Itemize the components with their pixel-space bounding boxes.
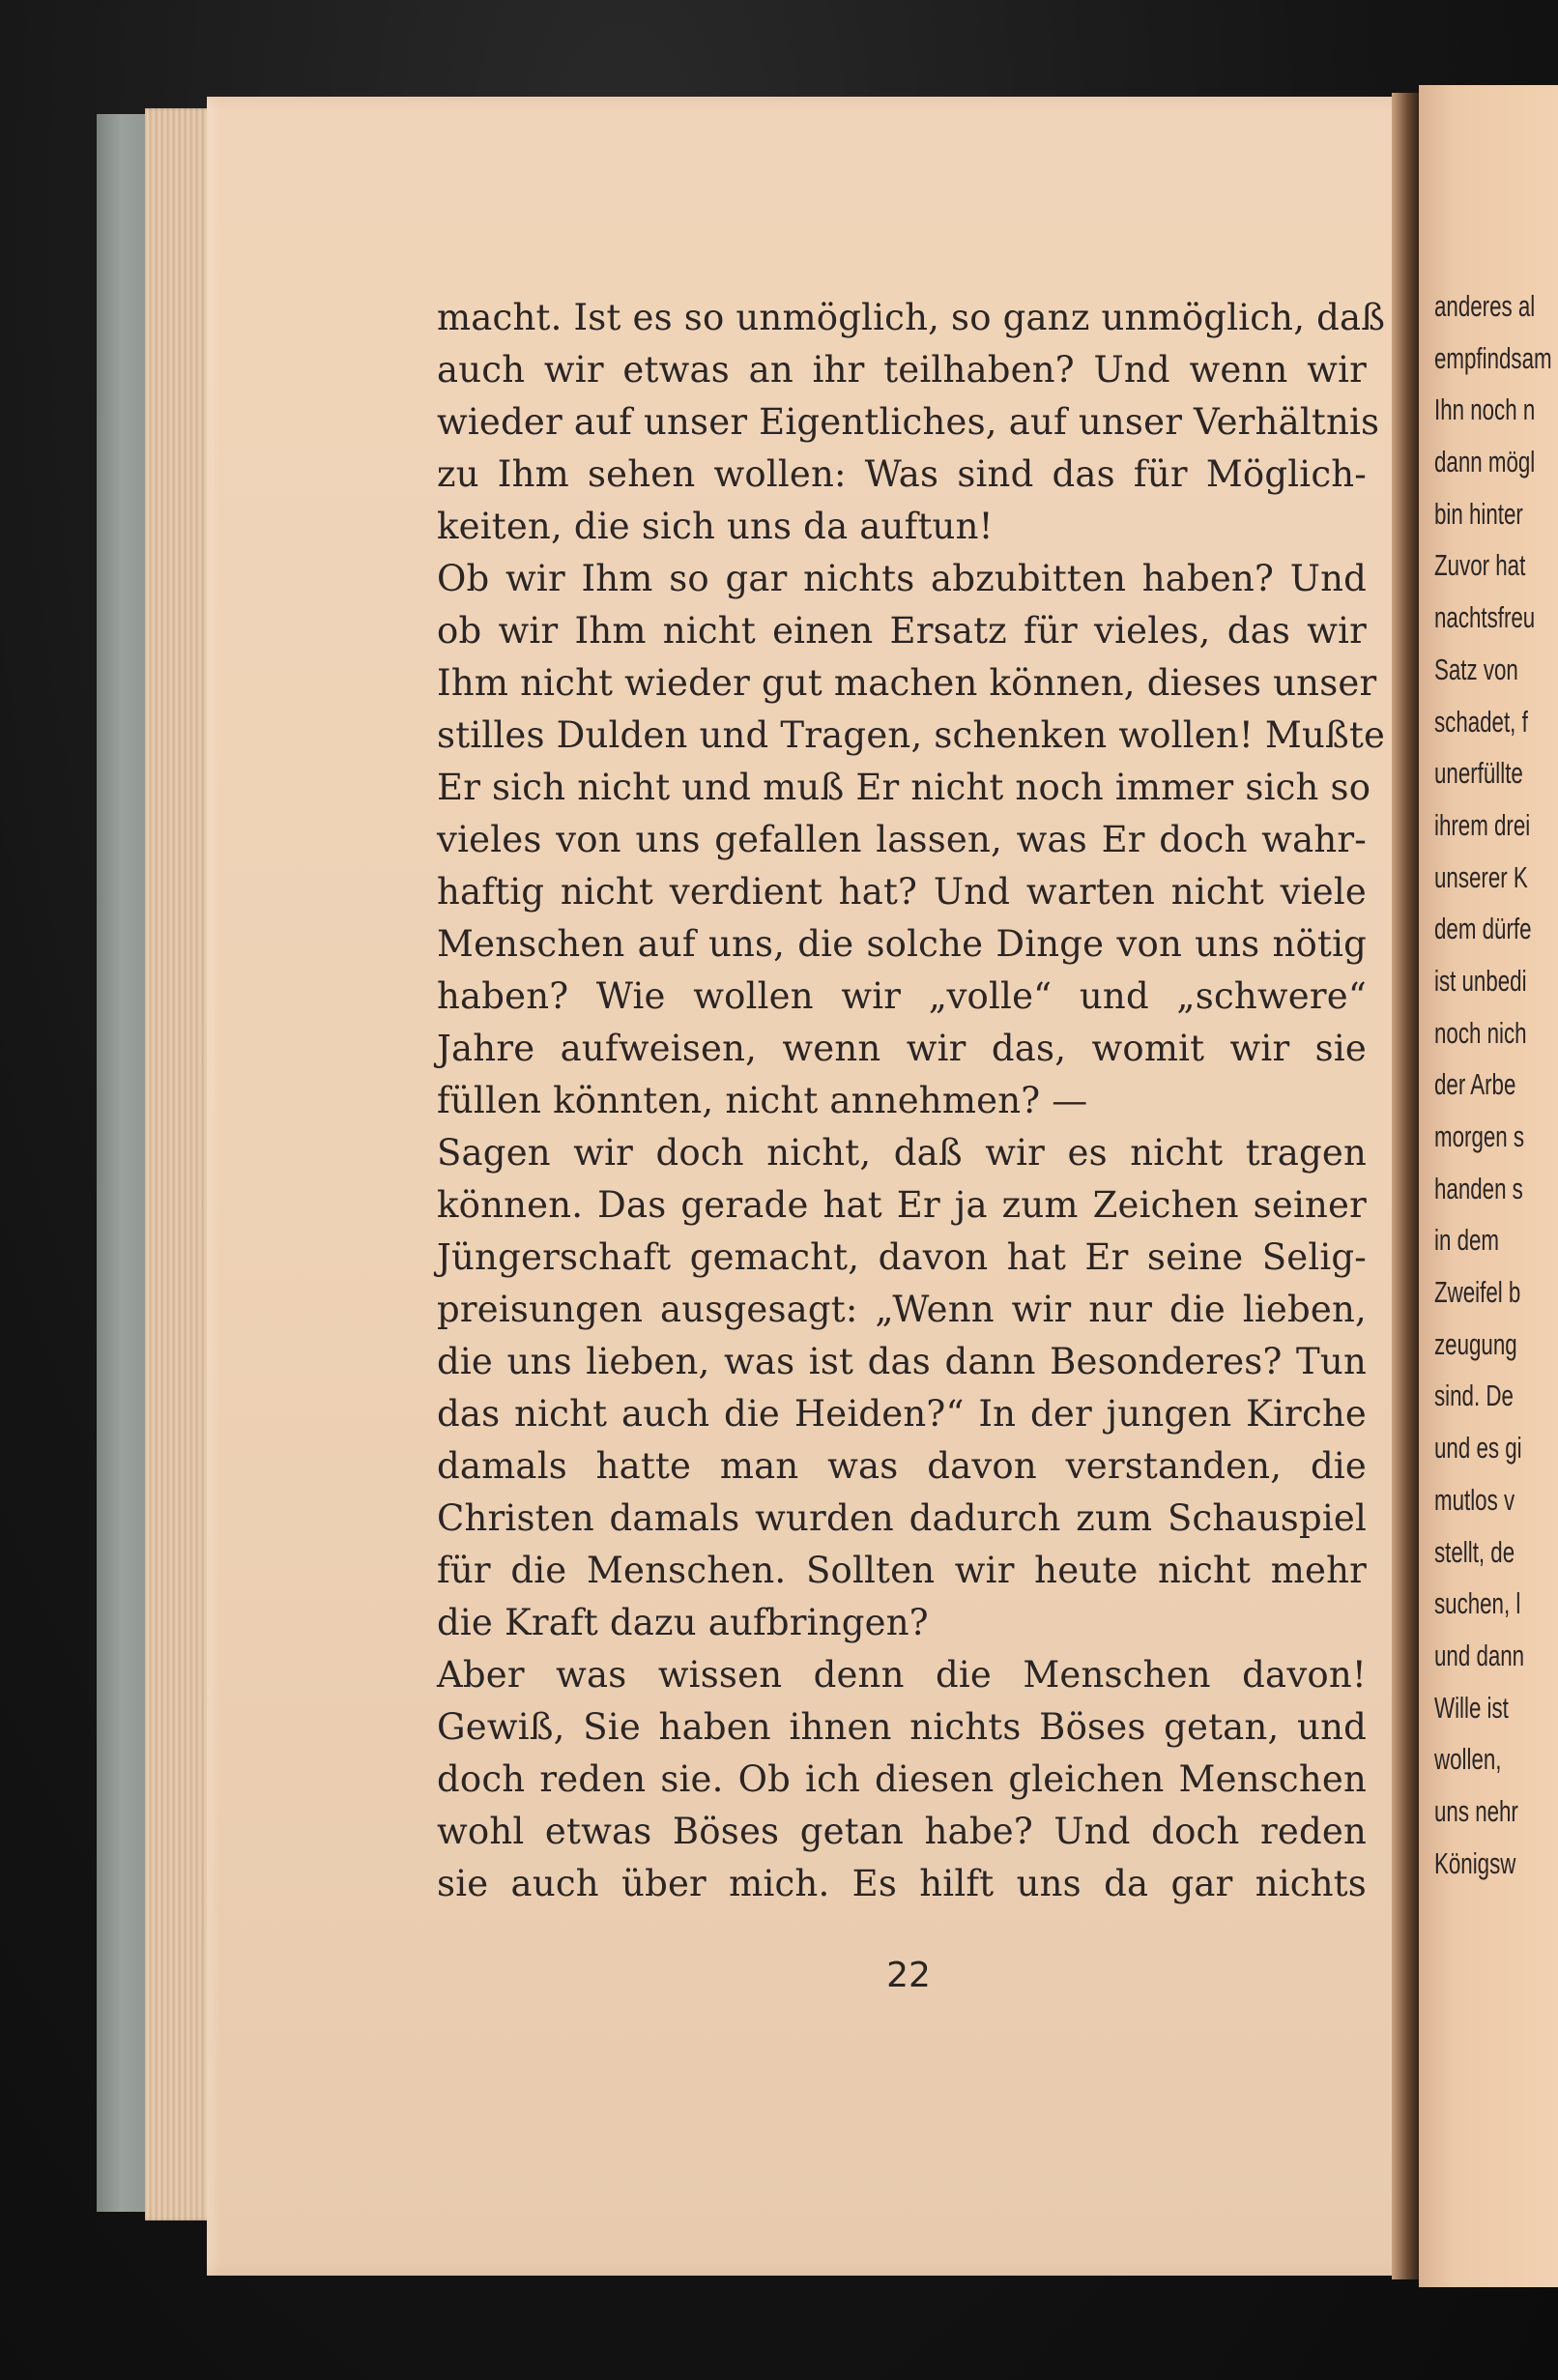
text-line: Ihn noch n — [1434, 392, 1536, 427]
book-gutter — [1392, 93, 1421, 2279]
text-line: in dem — [1434, 1223, 1499, 1258]
text-line: Er sich nicht und muß Er nicht noch immer sich so — [437, 767, 1371, 808]
text-line: Aber was wissen denn die Menschen davon! — [437, 1654, 1367, 1696]
text-line: ihrem drei — [1434, 807, 1531, 842]
text-line: nachtsfreu — [1434, 600, 1536, 635]
text-line: zeugung — [1434, 1326, 1517, 1361]
text-line: preisungen ausgesagt: „Wenn wir nur die lieben, — [437, 1289, 1367, 1330]
text-line: zu Ihm sehen wollen: Was sind das für Möglich- — [437, 453, 1367, 495]
text-line: dem dürfe — [1434, 912, 1532, 946]
text-line: anderes al — [1434, 289, 1536, 323]
text-line: Ob wir Ihm so gar nichts abzubitten haben? Und — [437, 558, 1367, 599]
text-line: Königsw — [1434, 1845, 1516, 1880]
text-line: wohl etwas Böses getan habe? Und doch reden — [437, 1811, 1367, 1852]
text-line: stellt, de — [1434, 1534, 1515, 1569]
text-line: sind. De — [1434, 1379, 1514, 1413]
text-line: die Kraft dazu aufbringen? — [437, 1602, 929, 1643]
text-line: wollen, — [1434, 1742, 1502, 1777]
text-line: für die Menschen. Sollten wir heute nicht mehr — [437, 1550, 1367, 1591]
left-page-text — [437, 292, 1386, 1910]
text-line: Sagen wir doch nicht, daß wir es nicht tragen — [437, 1132, 1367, 1174]
text-line: bin hinter — [1434, 496, 1523, 531]
text-line: ob wir Ihm nicht einen Ersatz für vieles, das wir — [437, 610, 1367, 652]
right-page-text — [1434, 280, 1558, 1943]
text-line: auch wir etwas an ihr teilhaben? Und wenn wir — [437, 349, 1367, 391]
text-line: dann mögl — [1434, 445, 1536, 479]
text-line: sie auch über mich. Es hilft uns da gar nichts — [437, 1863, 1367, 1904]
text-line: keiten, die sich uns da auftun! — [437, 506, 994, 547]
text-line: das nicht auch die Heiden?“ In der jungen Kirche — [437, 1393, 1367, 1435]
text-line: morgen s — [1434, 1119, 1525, 1153]
text-line: der Arbe — [1434, 1067, 1516, 1102]
text-line: empfindsam — [1434, 340, 1552, 375]
text-line: stilles Dulden und Tragen, schenken wollen! Mußte — [437, 714, 1386, 756]
text-line: Zweifel b — [1434, 1275, 1521, 1310]
text-line: Wille ist — [1434, 1690, 1509, 1725]
text-line: handen s — [1434, 1171, 1523, 1205]
page-stack-edge — [145, 108, 216, 2220]
text-line: die uns lieben, was ist das dann Besonderes? Tun — [437, 1341, 1367, 1382]
text-line: macht. Ist es so unmöglich, so ganz unmöglich, daß — [437, 297, 1386, 338]
text-line: unserer K — [1434, 859, 1528, 894]
text-line: Zuvor hat — [1434, 548, 1526, 583]
text-line: ist unbedi — [1434, 963, 1527, 998]
text-line: noch nich — [1434, 1015, 1527, 1050]
text-line: und dann — [1434, 1638, 1525, 1672]
text-line: Ihm nicht wieder gut machen können, dieses unser — [437, 662, 1377, 704]
text-line: haftig nicht verdient hat? Und warten nicht viele — [437, 871, 1367, 913]
text-line: füllen könnten, nicht annehmen? — — [437, 1080, 1088, 1121]
text-line: Jahre aufweisen, wenn wir das, womit wir sie — [437, 1028, 1367, 1069]
text-line: können. Das gerade hat Er ja zum Zeichen seiner — [437, 1184, 1367, 1226]
text-line: unerfüllte — [1434, 756, 1523, 791]
text-line: schadet, f — [1434, 704, 1528, 739]
text-line: Menschen auf uns, die solche Dinge von uns nötig — [437, 923, 1367, 965]
text-line: suchen, l — [1434, 1586, 1521, 1621]
text-line: haben? Wie wollen wir „volle“ und „schwere“ — [437, 975, 1367, 1017]
text-line: wieder auf unser Eigentliches, auf unser Verhältnis — [437, 401, 1380, 443]
text-line: Gewiß, Sie haben ihnen nichts Böses getan, und — [437, 1706, 1367, 1748]
text-line: mutlos v — [1434, 1482, 1515, 1517]
text-line: Christen damals wurden dadurch zum Schauspiel — [437, 1497, 1367, 1539]
text-line: und es gi — [1434, 1431, 1522, 1466]
text-line: Satz von — [1434, 652, 1518, 686]
text-line: uns nehr — [1434, 1793, 1518, 1828]
text-line: Jüngerschaft gemacht, davon hat Er seine Selig- — [437, 1236, 1367, 1278]
page-number: 22 — [886, 1956, 931, 1995]
text-line: doch reden sie. Ob ich diesen gleichen Menschen — [437, 1758, 1367, 1800]
text-line: damals hatte man was davon verstanden, die — [437, 1445, 1367, 1487]
text-line: vieles von uns gefallen lassen, was Er doch wahr- — [437, 819, 1367, 860]
